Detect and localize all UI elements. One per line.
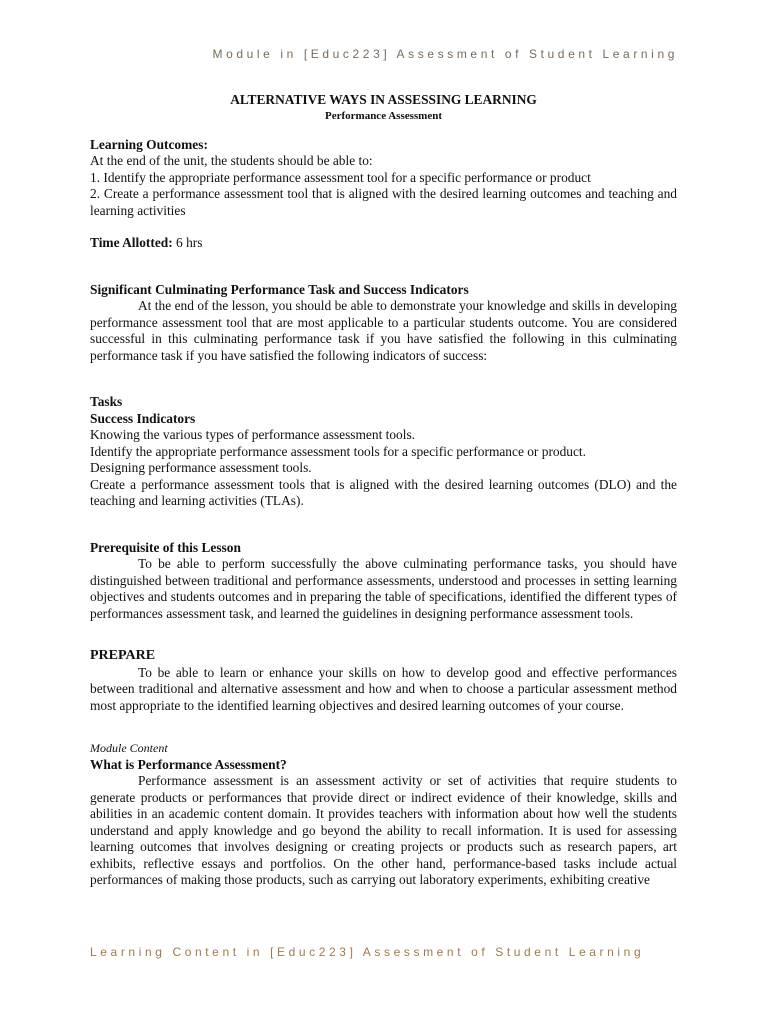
task-line: Knowing the various types of performance assessment tools. [90, 427, 416, 442]
task-line: Designing performance assessment tools. [90, 460, 312, 475]
tasks-heading: Tasks [90, 394, 123, 409]
task-line: Identify the appropriate performance assessment tools for a specific performance or product. [90, 443, 586, 459]
module-content-label: Module Content [90, 741, 168, 755]
success-indicators-heading: Success Indicators [90, 410, 196, 426]
learning-outcomes-heading: Learning Outcomes: [90, 136, 208, 152]
prepare-heading: PREPARE [90, 648, 156, 663]
time-allotted [90, 235, 677, 252]
page-footer: Learning Content in [Educ223] Assessment of Student Learning [90, 945, 645, 959]
page-header: Module in [Educ223] Assessment of Student Learning [212, 47, 678, 61]
task-line: Create a performance assessment tools that is aligned with the desired learning outcomes (DLO) and the teaching and learning activities (TLAs). [90, 476, 677, 508]
prerequisite-body: To be able to perform successfully the above culminating performance tasks, you should have distinguished between traditional and performance assessments, understood and processes in setting learning objectives and students outcomes and in preparing the table of specifications, identified the different types of performances assessment task, and learned the guidelines in designing performance assessment tools. [90, 556, 677, 621]
learning-outcome-item: 2. Create a performance assessment tool that is aligned with the desired learning outcomes and teaching and learning activities [90, 186, 677, 218]
document-title: ALTERNATIVE WAYS IN ASSESSING LEARNING [230, 92, 537, 107]
time-allotted-value: 6 hrs [172, 235, 203, 250]
document-subtitle: Performance Assessment [325, 109, 442, 122]
module-content-heading: What is Performance Assessment? [90, 756, 287, 772]
learning-outcome-item: 1. Identify the appropriate performance assessment tool for a specific performance or product [90, 169, 591, 185]
document-body [90, 92, 677, 889]
culminating-task-heading: Significant Culminating Performance Task and Success Indicators [90, 281, 469, 297]
prerequisite-heading: Prerequisite of this Lesson [90, 539, 241, 555]
prepare-body: To be able to learn or enhance your skills on how to develop good and effective performances between traditional and alternative assessment and how and when to choose a particular assessment method most appropriate to the identified learning objectives and desired learning outcomes of your course. [90, 664, 677, 713]
learning-outcomes-intro: At the end of the unit, the students should be able to: [90, 153, 373, 168]
module-content-body: Performance assessment is an assessment activity or set of activities that require students to generate products or performances that provide direct or indirect evidence of their knowledge, skills and abilities in an academic content domain. It provides teachers with information about how well the students understand and apply knowledge and go beyond the ability to recall information. It is used for assessing learning outcomes that involves designing or creating projects or products such as research papers, art exhibits, reflective essays and portfolios. On the other hand, performance-based tasks include actual performances of making those products, such as carrying out laboratory experiments, exhibiting creative [90, 773, 677, 887]
time-allotted-label: Time Allotted: [90, 235, 173, 250]
culminating-task-body: At the end of the lesson, you should be able to demonstrate your knowledge and skills in developing performance assessment tool that are most applicable to a particular students outcome. You are considered successful in this culminating performance task if you have satisfied the following in this culminating performance task if you have satisfied the following indicators of success: [90, 298, 677, 363]
